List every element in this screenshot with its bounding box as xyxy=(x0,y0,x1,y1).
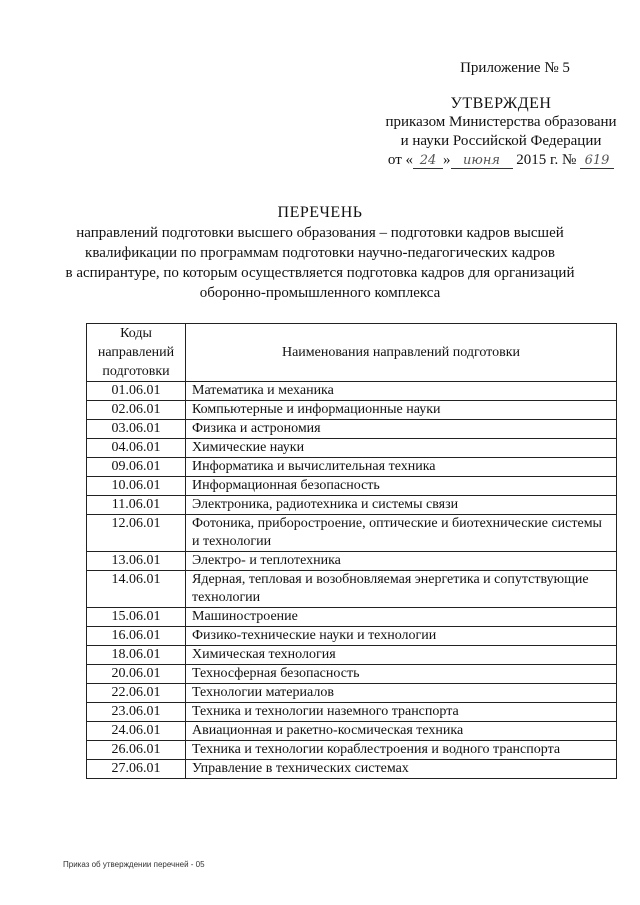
order-number-handwritten: 619 xyxy=(580,154,614,169)
direction-code: 03.06.01 xyxy=(87,420,186,439)
heading-subtitle-line: направлений подготовки высшего образования – подготовки кадров высшей xyxy=(76,225,564,241)
direction-code: 26.06.01 xyxy=(87,741,186,760)
direction-code: 23.06.01 xyxy=(87,703,186,722)
heading-title: ПЕРЕЧЕНЬ xyxy=(277,204,363,221)
direction-name: Техника и технологии наземного транспорта xyxy=(186,703,617,722)
direction-name: Электроника, радиотехника и системы связи xyxy=(186,496,617,515)
table-row xyxy=(87,741,617,760)
table-header-row xyxy=(87,324,617,382)
direction-name: Ядерная, тепловая и возобновляемая энергетика и сопутствующие технологии xyxy=(186,571,617,608)
order-day-handwritten: 24 xyxy=(413,154,443,169)
direction-name: Компьютерные и информационные науки xyxy=(186,401,617,420)
direction-name: Информатика и вычислительная техника xyxy=(186,458,617,477)
direction-code: 10.06.01 xyxy=(87,477,186,496)
table-row xyxy=(87,703,617,722)
direction-name: Физика и астрономия xyxy=(186,420,617,439)
direction-name: Фотоника, приборостроение, оптические и биотехнические системы и технологии xyxy=(186,515,617,552)
heading-subtitle-line: в аспирантуре, по которым осуществляется подготовка кадров для организаций xyxy=(65,265,575,281)
order-month-handwritten: июня xyxy=(451,154,513,169)
approval-block xyxy=(370,94,632,170)
table-row xyxy=(87,496,617,515)
direction-code: 09.06.01 xyxy=(87,458,186,477)
direction-code: 18.06.01 xyxy=(87,646,186,665)
appendix-number: Приложение № 5 xyxy=(460,60,570,76)
direction-code: 04.06.01 xyxy=(87,439,186,458)
order-line xyxy=(370,151,632,170)
direction-name: Химическая технология xyxy=(186,646,617,665)
approval-line-1: приказом Министерства образовани xyxy=(385,114,617,130)
direction-code: 14.06.01 xyxy=(87,571,186,608)
table-row xyxy=(87,684,617,703)
table-row xyxy=(87,477,617,496)
direction-name: Технологии материалов xyxy=(186,684,617,703)
order-prefix: от « xyxy=(387,152,414,168)
direction-code: 16.06.01 xyxy=(87,627,186,646)
direction-code: 22.06.01 xyxy=(87,684,186,703)
table-row xyxy=(87,401,617,420)
direction-name: Физико-технические науки и технологии xyxy=(186,627,617,646)
table-row xyxy=(87,627,617,646)
direction-code: 15.06.01 xyxy=(87,608,186,627)
table-row xyxy=(87,515,617,552)
direction-name: Управление в технических системах xyxy=(186,760,617,779)
direction-code: 02.06.01 xyxy=(87,401,186,420)
header-name: Наименования направлений подготовки xyxy=(186,324,617,382)
direction-code: 20.06.01 xyxy=(87,665,186,684)
direction-code: 27.06.01 xyxy=(87,760,186,779)
direction-name: Авиационная и ракетно-космическая техника xyxy=(186,722,617,741)
table-row xyxy=(87,420,617,439)
direction-code: 11.06.01 xyxy=(87,496,186,515)
table-row xyxy=(87,646,617,665)
direction-name: Математика и механика xyxy=(186,382,617,401)
direction-name: Информационная безопасность xyxy=(186,477,617,496)
footer-note: Приказ об утверждении перечней - 05 xyxy=(63,860,205,869)
direction-code: 01.06.01 xyxy=(87,382,186,401)
direction-code: 24.06.01 xyxy=(87,722,186,741)
direction-code: 12.06.01 xyxy=(87,515,186,552)
table-row xyxy=(87,571,617,608)
document-heading xyxy=(60,203,580,303)
direction-name: Техносферная безопасность xyxy=(186,665,617,684)
table-row xyxy=(87,665,617,684)
table-body xyxy=(87,382,617,779)
direction-name: Электро- и теплотехника xyxy=(186,552,617,571)
table-row xyxy=(87,552,617,571)
direction-code: 13.06.01 xyxy=(87,552,186,571)
order-mid: » xyxy=(443,152,451,168)
approved-label: УТВЕРЖДЕН xyxy=(450,95,552,112)
table-row xyxy=(87,760,617,779)
table-row xyxy=(87,439,617,458)
approval-line-2: и науки Российской Федерации xyxy=(400,133,602,149)
header-code: Коды направлений подготовки xyxy=(87,324,186,382)
direction-name: Техника и технологии кораблестроения и водного транспорта xyxy=(186,741,617,760)
heading-subtitle-line: оборонно-промышленного комплекса xyxy=(199,285,441,301)
direction-name: Химические науки xyxy=(186,439,617,458)
direction-name: Машиностроение xyxy=(186,608,617,627)
table-row xyxy=(87,608,617,627)
table-row xyxy=(87,458,617,477)
table-row xyxy=(87,382,617,401)
heading-subtitle-line: квалификации по программам подготовки научно-педагогических кадров xyxy=(85,245,555,261)
order-year: 2015 г. № xyxy=(516,152,577,168)
directions-table xyxy=(86,323,617,779)
table-row xyxy=(87,722,617,741)
